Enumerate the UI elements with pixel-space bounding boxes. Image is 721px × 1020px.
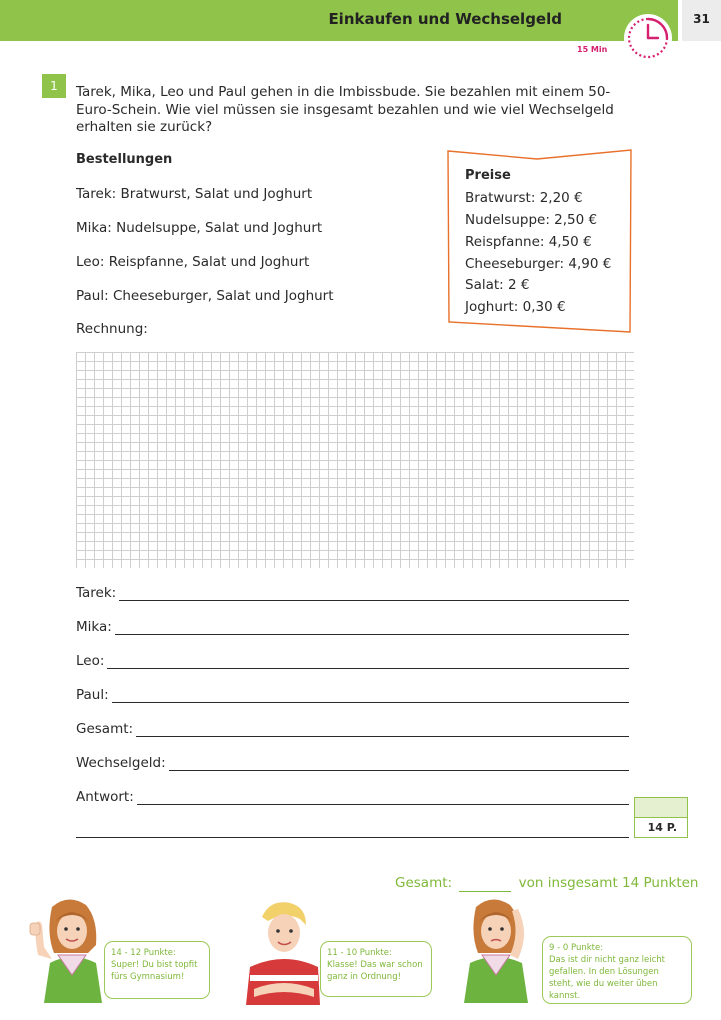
total-suffix: von insgesamt 14 Punkten	[518, 875, 699, 891]
feedback-range: 9 - 0 Punkte:	[549, 943, 604, 953]
header-bar	[0, 0, 678, 41]
feedback-bubble	[320, 941, 432, 997]
answer-row-mika[interactable]	[76, 615, 629, 635]
price-line: Joghurt: 0,30 €	[465, 299, 566, 315]
answer-line[interactable]	[119, 580, 629, 601]
order-line: Paul: Cheeseburger, Salat und Joghurt	[76, 288, 334, 304]
feedback-range: 14 - 12 Punkte:	[111, 948, 176, 958]
total-score-line	[395, 875, 698, 892]
answer-row-gesamt[interactable]	[76, 717, 629, 737]
price-line: Nudelsuppe: 2,50 €	[465, 212, 598, 228]
feedback-range: 11 - 10 Punkte:	[327, 948, 392, 958]
bill-label: Rechnung:	[76, 321, 148, 337]
answer-label: Tarek:	[76, 585, 117, 601]
answer-row-wechselgeld[interactable]	[76, 751, 629, 771]
answer-label: Wechselgeld:	[76, 755, 166, 771]
price-line: Salat: 2 €	[465, 277, 530, 293]
price-line: Reispfanne: 4,50 €	[465, 234, 592, 250]
answer-line[interactable]	[115, 614, 629, 635]
answer-line[interactable]	[136, 716, 629, 737]
order-line: Mika: Nudelsuppe, Salat und Joghurt	[76, 220, 323, 236]
answer-label: Antwort:	[76, 789, 134, 805]
points-entry-field[interactable]	[635, 798, 687, 818]
points-label: 14 P.	[647, 821, 677, 834]
answer-line[interactable]	[169, 750, 629, 771]
answer-line[interactable]	[112, 682, 629, 703]
order-line: Tarek: Bratwurst, Salat und Joghurt	[76, 186, 313, 202]
answer-label: Paul:	[76, 687, 109, 703]
feedback-text: Super! Du bist topfit fürs Gymnasium!	[111, 960, 198, 982]
page-number: 31	[693, 12, 710, 26]
answer-row-tarek[interactable]	[76, 581, 629, 601]
page-title: Einkaufen und Wechselgeld	[328, 10, 562, 28]
total-prefix: Gesamt:	[395, 875, 453, 891]
timer-badge	[626, 16, 670, 60]
points-box	[634, 797, 688, 838]
answer-line[interactable]	[107, 648, 629, 669]
answer-label: Mika:	[76, 619, 112, 635]
clock-icon	[626, 16, 670, 60]
task-number-badge: 1	[42, 74, 66, 98]
feedback-bubble	[542, 936, 692, 1004]
price-line: Bratwurst: 2,20 €	[465, 190, 583, 206]
answer-row-paul[interactable]	[76, 683, 629, 703]
boy-arms-crossed-illustration	[240, 897, 324, 1005]
feedback-text: Klasse! Das war schon ganz in Ordnung!	[327, 960, 423, 982]
feedback-text: Das ist dir nicht ganz leicht gefallen. In den Lösungen steht, wie du weiter üben kannst.	[549, 955, 666, 1001]
order-line: Leo: Reispfanne, Salat und Joghurt	[76, 254, 310, 270]
answer-line[interactable]	[137, 784, 629, 805]
answer-row-leo[interactable]	[76, 649, 629, 669]
timer-label: 15 Min	[577, 45, 608, 54]
answer-row-antwort[interactable]	[76, 785, 629, 805]
girl-thumbs-up-illustration	[22, 893, 112, 1003]
page-number-box	[682, 0, 721, 41]
prices-heading: Preise	[465, 168, 511, 183]
answer-label: Leo:	[76, 653, 105, 669]
answer-extra-line[interactable]	[76, 837, 629, 838]
feedback-bubble	[104, 941, 210, 999]
task-text: Tarek, Mika, Leo und Paul gehen in die Imbissbude. Sie bezahlen mit einem 50-Euro-Schein. Wie viel müssen sie insgesamt bezahlen und wie viel Wechselgeld erhalten sie zurück?	[76, 84, 614, 135]
total-score-blank[interactable]	[459, 875, 511, 892]
calculation-grid[interactable]	[76, 352, 634, 568]
girl-thinking-illustration	[448, 893, 536, 1003]
price-line: Cheeseburger: 4,90 €	[465, 256, 612, 272]
orders-heading: Bestellungen	[76, 152, 173, 167]
answer-label: Gesamt:	[76, 721, 134, 737]
